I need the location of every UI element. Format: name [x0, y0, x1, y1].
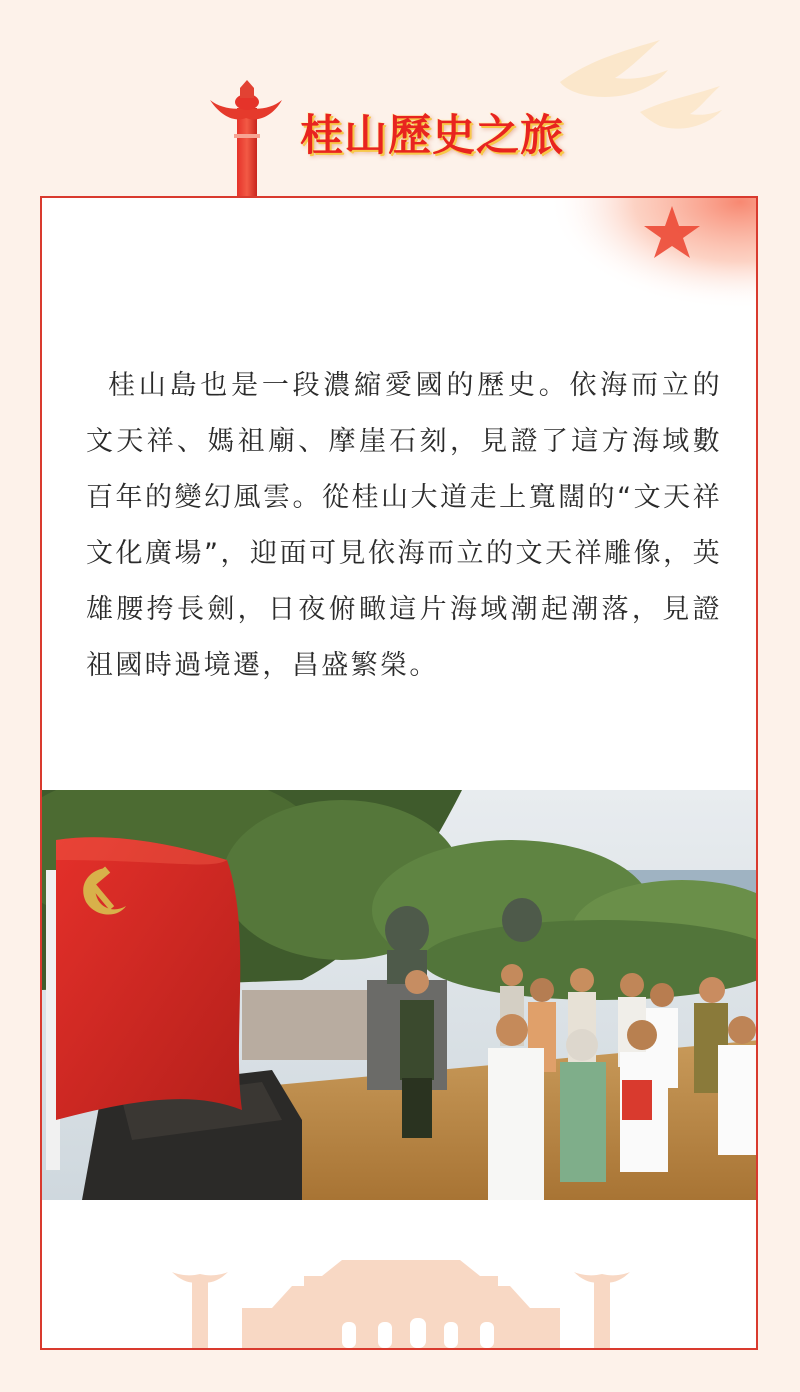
page-title: 桂山歷史之旅 — [300, 111, 564, 161]
header-decoration — [0, 0, 800, 200]
dove-icon — [560, 40, 668, 97]
article-card — [40, 196, 758, 1350]
dove-icon — [640, 86, 722, 129]
tiananmen-gate-icon — [42, 1238, 758, 1348]
article-body: 桂山島也是一段濃縮愛國的歷史。依海而立的文天祥、媽祖廟、摩崖石刻，見證了這方海域數百年的變幻風雲。從桂山大道走上寬闊的“文天祥文化廣場”，迎面可見依海而立的文天祥雕像，英雄腰挎長劍，日夜俯瞰這片海域潮起潮落，見證祖國時過境遷，昌盛繁榮。 — [86, 370, 722, 681]
sun-star-decoration — [496, 198, 756, 328]
group-photo-at-statue — [42, 790, 758, 1200]
huabiao-pillar-icon — [200, 78, 290, 203]
